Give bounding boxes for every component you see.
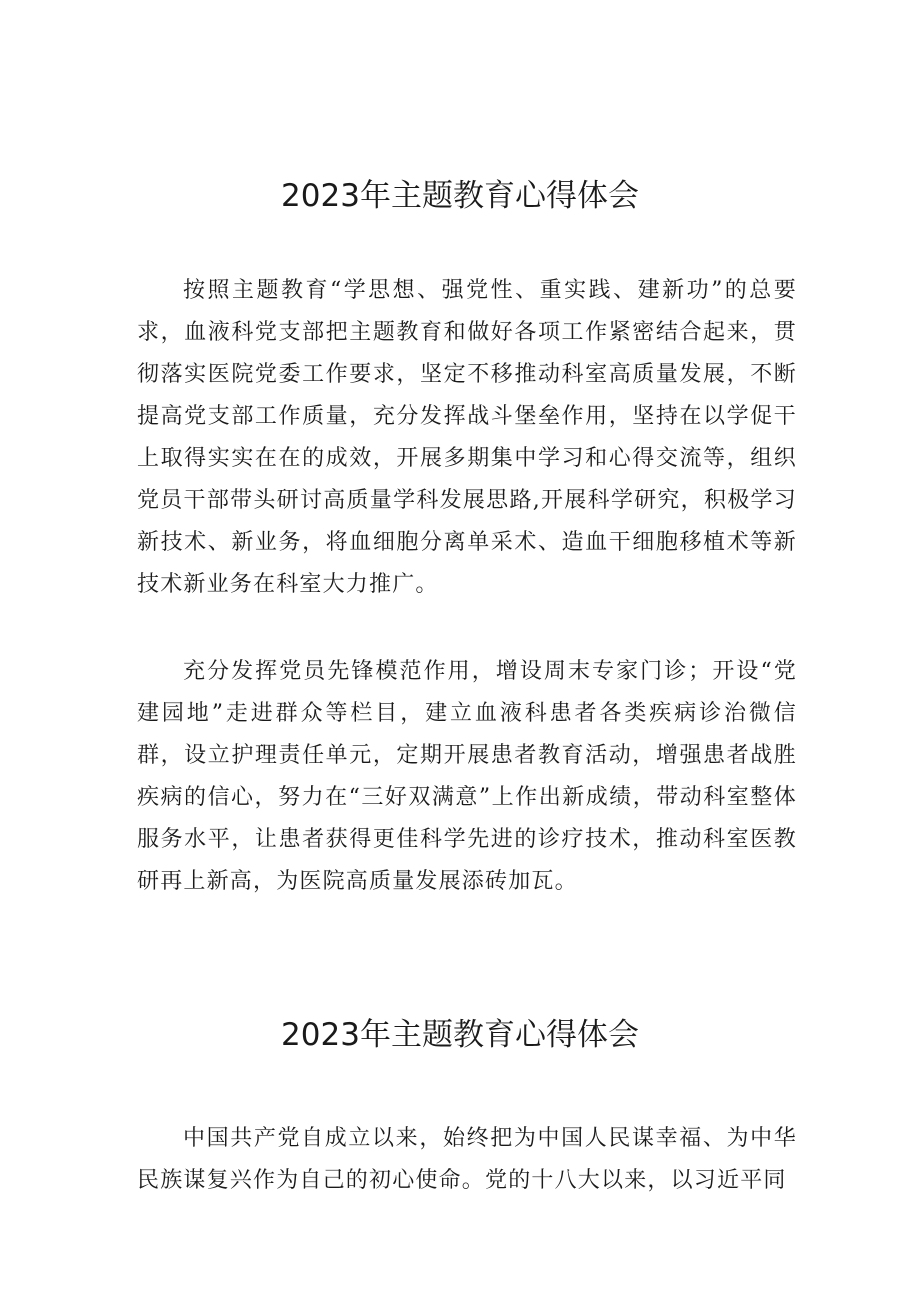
paragraph: 按照主题教育“学思想、强党性、重实践、建新功”的总要求，血液科党支部把主题教育和做好各项工作紧密结合起来，贯彻落实医院党委工作要求，坚定不移推动科室高质量发展，不断提高党支部工作质量，充分发挥战斗堡垒作用，坚持在以学促干上取得实实在在的成效，开展多期集中学习和心得交流等，组织党员干部带头研讨高质量学科发展思路,开展科学研究，积极学习新技术、新业务，将血细胞分离单采术、造血干细胞移植术等新技术新业务在科室大力推广。 xyxy=(137,278,797,597)
document-title: 2023年主题教育心得体会 xyxy=(281,178,639,214)
paragraph: 充分发挥党员先锋模范作用，增设周末专家门诊；开设“党建园地”走进群众等栏目，建立血液科患者各类疾病诊治微信群，设立护理责任单元，定期开展患者教育活动，增强患者战胜疾病的信心，努力在“三好双满意”上作出新成绩，带动科室整体服务水平，让患者获得更佳科学先进的诊疗技术，推动科室医教研再上新高，为医院高质量发展添砖加瓦。 xyxy=(137,659,797,894)
document-title: 2023年主题教育心得体会 xyxy=(281,1017,639,1053)
paragraph: 中国共产党自成立以来，始终把为中国人民谋幸福、为中华民族谋复兴作为自己的初心使命。党的十八大以来，以习近平同 xyxy=(137,1126,797,1193)
